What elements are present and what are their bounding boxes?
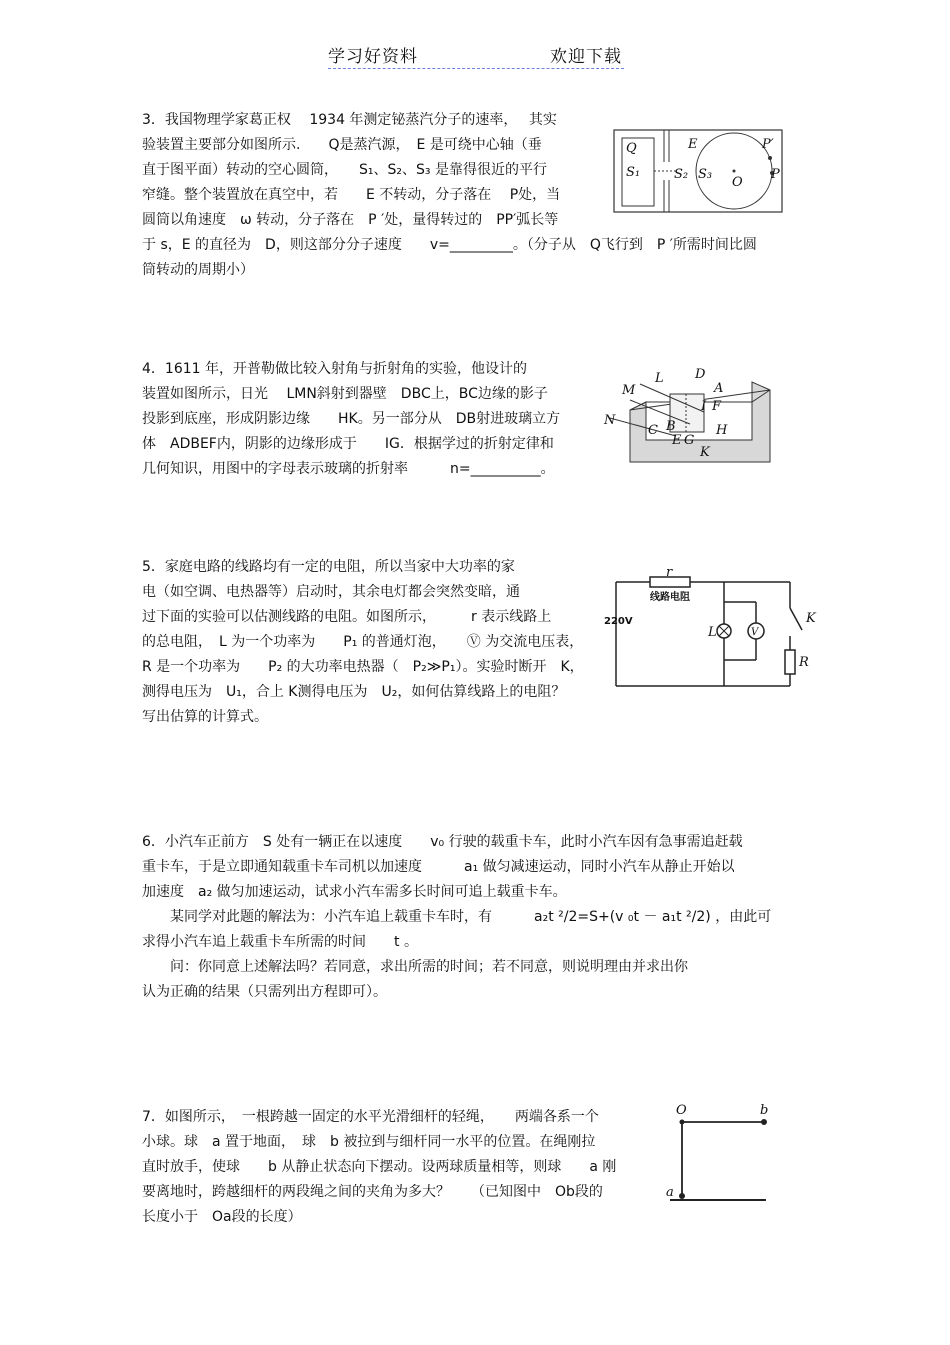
question-7 <box>142 1105 616 1230</box>
fig-label: L <box>708 625 717 640</box>
fig-label: C <box>648 423 658 438</box>
question-line: 直时放手，使球 b 从静止状态向下摆动。设两球质量相等，则球 a 刚 <box>142 1159 617 1175</box>
question-6 <box>142 830 771 1005</box>
question-line: 几何知识，用图中的字母表示玻璃的折射率 n=__________。 <box>142 461 555 477</box>
question-line: 过下面的实验可以估测线路的电阻。如图所示， r 表示线路上 <box>142 609 552 625</box>
fig-label: V <box>751 627 759 638</box>
fig-label: E <box>688 137 698 152</box>
question-4 <box>142 357 560 482</box>
question-line: 问：你同意上述解法吗？若同意，求出所需的时间；若不同意，则说明理由并求出你 <box>142 959 688 975</box>
fig-label: H <box>716 423 728 438</box>
question-line: 某同学对此题的解法为：小汽车追上载重卡车时，有 a₂t ²/2=S+(v ₀t － a₁t ²/2) ，由此可 <box>142 909 772 925</box>
question-line: 加速度 a₂ 做匀加速运动，试求小汽车需多长时间可追上载重卡车。 <box>142 884 567 900</box>
question-line: 认为正确的结果（只需列出方程即可）。 <box>142 984 387 1000</box>
page-header <box>328 42 624 69</box>
fig-label: O <box>732 175 743 190</box>
question-line: 7．如图所示， 一根跨越一固定的水平光滑细杆的轻绳， 两端各系一个 <box>142 1109 599 1125</box>
question-line: 于 s，E 的直径为 D，则这部分分子速度 v=_________。（分子从 Q飞行到 P ′所需时间比圆 <box>142 237 757 253</box>
question-line: 投影到底座，形成阴影边缘 HK。另一部分从 DB射进玻璃立方 <box>142 411 561 427</box>
fig-label: P <box>771 167 780 182</box>
fig-label: B <box>666 419 676 434</box>
question-line: 6．小汽车正前方 S 处有一辆正在以速度 v₀ 行驶的载重卡车，此时小汽车因有急事需追赶载 <box>142 834 743 850</box>
fig-label: K <box>700 445 710 460</box>
fig-label: M <box>622 383 636 398</box>
fig-label: R <box>799 655 809 670</box>
question-5 <box>142 555 584 730</box>
fig-label: A <box>714 381 724 396</box>
fig-label: a <box>666 1185 674 1200</box>
fig-label: 220V <box>604 616 633 627</box>
fig-label: L <box>655 371 664 386</box>
fig-label: S₂ <box>674 167 689 182</box>
question-line: 5．家庭电路的线路均有一定的电阻，所以当家中大功率的家 <box>142 559 515 575</box>
figure-q4-refraction <box>600 362 782 474</box>
question-line: 体 ADBEF内，阴影的边缘形成于 IG．根据学过的折射定律和 <box>142 436 554 452</box>
question-line: 的总电阻， L 为一个功率为 P₁ 的普通灯泡， Ⓥ 为交流电压表， <box>142 634 584 650</box>
question-line: R 是一个功率为 P₂ 的大功率电热器（ P₂≫P₁）。实验时断开 K， <box>142 659 584 675</box>
header-left-text: 学习好资料 <box>328 47 418 67</box>
fig-label: E <box>672 433 682 448</box>
figure-q5-circuit <box>600 568 822 690</box>
fig-label: G <box>684 433 695 448</box>
fig-label: 线路电阻 <box>650 592 690 603</box>
fig-label: D <box>695 367 706 382</box>
fig-label: P′ <box>762 137 774 152</box>
fig-label: F <box>712 399 722 414</box>
fig-label: I <box>701 399 707 414</box>
question-line: 写出估算的计算式。 <box>142 709 268 725</box>
question-line: 长度小于 Oa段的长度） <box>142 1209 302 1225</box>
question-line: 3．我国物理学家葛正权 1934 年测定铋蒸汽分子的速率， 其实 <box>142 112 557 128</box>
question-line: 电（如空调、电热器等）启动时，其余电灯都会突然变暗，通 <box>142 584 520 600</box>
figure-q3-apparatus <box>612 128 784 214</box>
question-line: 重卡车，于是立即通知载重卡车司机以加速度 a₁ 做匀减速运动，同时小汽车从静止开始以 <box>142 859 735 875</box>
figure-q7-rope <box>662 1100 772 1210</box>
question-line: 圆筒以角速度 ω 转动，分子落在 P ′处，量得转过的 PP′弧长等 <box>142 212 559 228</box>
fig-label: K <box>806 611 816 626</box>
header-right-text: 欢迎下载 <box>550 47 622 67</box>
fig-label: O <box>676 1103 687 1118</box>
fig-label: S₁ <box>626 165 641 180</box>
question-line: 直于图平面）转动的空心圆筒， S₁、S₂、S₃ 是靠得很近的平行 <box>142 162 547 178</box>
question-line: 窄缝。整个装置放在真空中，若 E 不转动，分子落在 P处，当 <box>142 187 561 203</box>
question-line: 小球。球 a 置于地面， 球 b 被拉到与细杆同一水平的位置。在绳刚拉 <box>142 1134 596 1150</box>
fig-label: Q <box>626 141 637 156</box>
question-line: 求得小汽车追上载重卡车所需的时间 t 。 <box>142 934 418 950</box>
question-line: 要离地时，跨越细杆的两段绳之间的夹角为多大？ （已知图中 Ob段的 <box>142 1184 603 1200</box>
fig-label: S₃ <box>698 167 713 182</box>
fig-label: N <box>604 413 616 428</box>
question-line: 验装置主要部分如图所示. Q是蒸汽源， E 是可绕中心轴（垂 <box>142 137 542 153</box>
question-line: 4．1611 年，开普勒做比较入射角与折射角的实验，他设计的 <box>142 361 527 377</box>
question-line: 装置如图所示，日光 LMN斜射到器壁 DBC上，BC边缘的影子 <box>142 386 548 402</box>
fig-label: r <box>666 568 673 580</box>
question-line: 测得电压为 U₁，合上 K测得电压为 U₂，如何估算线路上的电阻？ <box>142 684 566 700</box>
fig-label: b <box>760 1103 769 1118</box>
question-line: 筒转动的周期小） <box>142 262 254 278</box>
